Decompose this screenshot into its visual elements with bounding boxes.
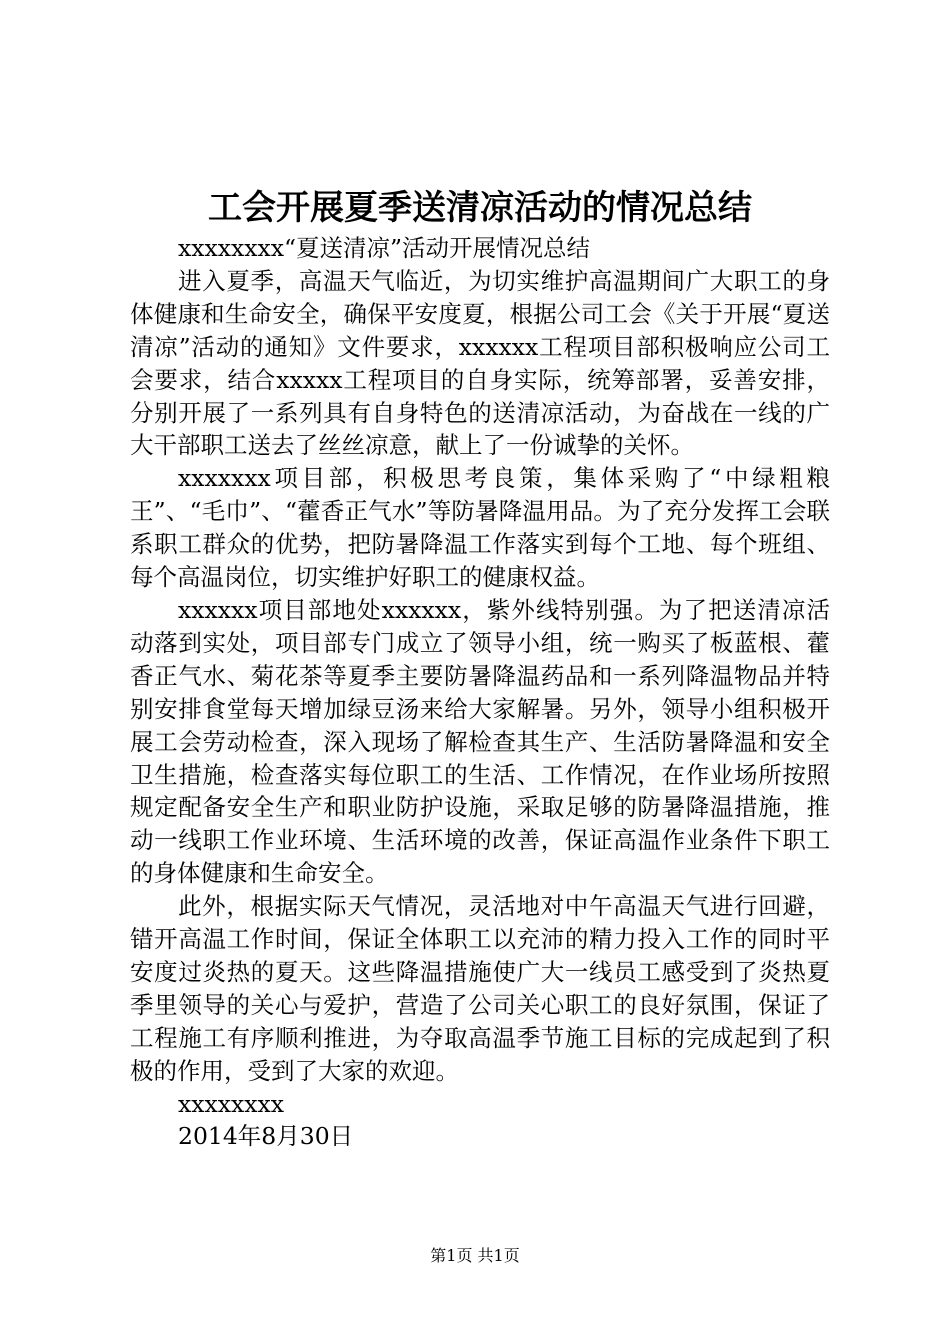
- paragraph-measures: xxxxxx项目部地处xxxxxx，紫外线特别强。为了把送清凉活动落到实处，项目部专门成立了领导小组，统一购买了板蓝根、藿香正气水、菊花茶等夏季主要防暑降温药品和一系列降温物品并特别安排食堂每天增加绿豆汤来给大家解暑。另外，领导小组积极开展工会劳动检查，深入现场了解检查其生产、生活防暑降温和安全卫生措施，检查落实每位职工的生活、工作情况，在作业场所按照规定配备安全生产和职业防护设施，采取足够的防暑降温措施，推动一线职工作业环境、生活环境的改善，保证高温作业条件下职工的身体健康和生命安全。: [130, 595, 830, 888]
- page-footer: 第1页 共1页: [430, 1246, 520, 1265]
- date: 2014年8月30日: [178, 1122, 354, 1151]
- paragraph-intro: 进入夏季，高温天气临近，为切实维护高温期间广大职工的身体健康和生命安全，确保平安度夏，根据公司工会《关于开展“夏送清凉”活动的通知》文件要求，xxxxxx工程项目部积极响应公司工会要求，结合xxxxx工程项目的自身实际，统筹部署，妥善安排，分别开展了一系列具有自身特色的送清凉活动，为奋战在一线的广大干部职工送去了丝丝凉意，献上了一份诚挚的关怀。: [130, 266, 830, 460]
- document-subtitle: xxxxxxxx“夏送清凉”活动开展情况总结: [178, 234, 591, 262]
- document-body: [130, 232, 830, 1153]
- paragraph-conclusion: 此外，根据实际天气情况，灵活地对中午高温天气进行回避，错开高温工作时间，保证全体职工以充沛的精力投入工作的同时平安度过炎热的夏天。这些降温措施使广大一线员工感受到了炎热夏季里领导的关心与爱护，营造了公司关心职工的良好氛围，保证了工程施工有序顺利推进，为夺取高温季节施工目标的完成起到了积极的作用，受到了大家的欢迎。: [130, 892, 830, 1085]
- document-title: 工会开展夏季送清凉活动的情况总结: [208, 188, 752, 228]
- paragraph-supplies: xxxxxxx项目部，积极思考良策，集体采购了“中绿粗粮王”、“毛巾”、“藿香正气水”等防暑降温用品。为了充分发挥工会联系职工群众的优势，把防暑降温工作落实到每个工地、每个班组、每个高温岗位，切实维护好职工的健康权益。: [130, 464, 830, 592]
- signature: xxxxxxxx: [178, 1089, 285, 1118]
